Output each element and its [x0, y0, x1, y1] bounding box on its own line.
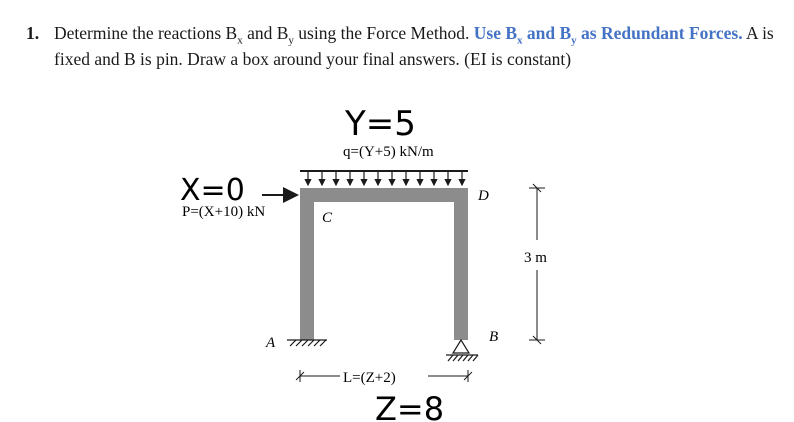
- distributed-load-arrows: [300, 170, 468, 185]
- handwritten-x-value: X=0: [180, 173, 245, 208]
- support-a-label: A: [266, 335, 276, 351]
- fixed-support-a: [287, 340, 327, 346]
- column-ac: [300, 188, 314, 340]
- distributed-load-label: q=(Y+5) kN/m: [343, 144, 434, 160]
- handwritten-y-value: Y=5: [345, 104, 416, 144]
- problem-text: Determine the reactions $B_x$ and $B_y$ using the Force Method. Use $B_x$ and $B_y$ as Redundant Forces. A is fixed and B is pin. Draw a box around your final answers. (EI is constant): [54, 23, 774, 69]
- joint-d-label: D: [478, 188, 489, 204]
- redundant-highlight: Use $B_x$ and $B_y$ as Redundant Forces.: [473, 23, 743, 47]
- pin-support-b: [446, 340, 478, 361]
- beam-cd: [300, 188, 468, 202]
- joint-c-label: C: [322, 210, 333, 226]
- handwritten-z-value: Z=8: [375, 390, 445, 422]
- point-load-label: P=(X+10) kN: [182, 204, 266, 220]
- height-dimension-label: 3 m: [524, 250, 547, 266]
- span-dimension-label: L=(Z+2): [343, 370, 396, 386]
- problem-number: 1.: [26, 23, 40, 43]
- column-db: [454, 188, 468, 340]
- support-b-label: B: [489, 329, 499, 345]
